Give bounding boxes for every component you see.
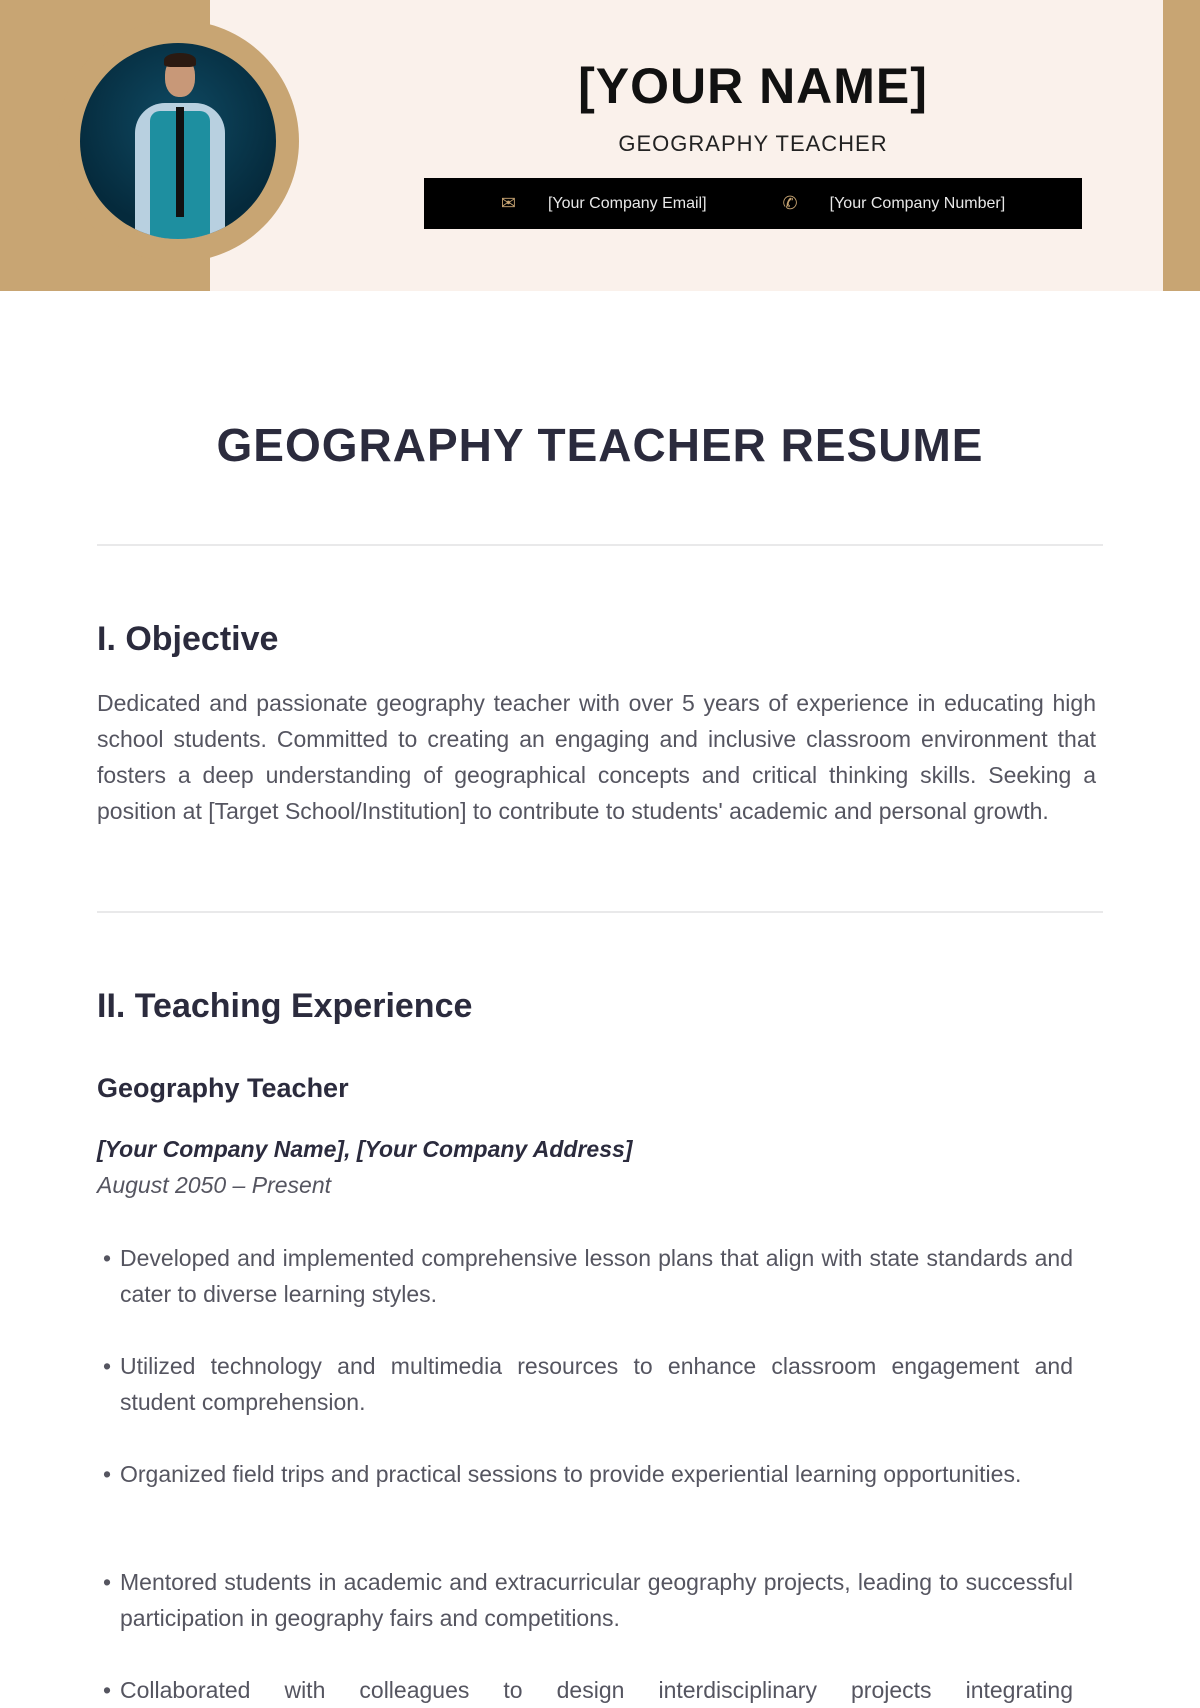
job-company: [Your Company Name], [Your Company Address] xyxy=(97,1136,633,1162)
objective-text: Dedicated and passionate geography teacher with over 5 years of experience in educating high school students. Committed to creating an engaging and inclusive classroom environment that fosters a deep understanding of geographical concepts and critical thinking skills. Seeking a position at [Target School/Institution] to contribute to students' academic and personal growth. xyxy=(97,690,1096,824)
resume-header xyxy=(0,0,1200,291)
job-title: Geography Teacher xyxy=(97,1073,349,1103)
contact-phone: [Your Company Number] xyxy=(829,194,1006,212)
envelope-icon: ✉ xyxy=(500,193,516,213)
contact-bar xyxy=(424,178,1082,229)
list-item: • Developed and implemented comprehensive lesson plans that align with state standards and cater to diverse learning styles. xyxy=(103,1245,1073,1307)
list-item: • Utilized technology and multimedia resources to enhance classroom engagement and student comprehension. xyxy=(103,1353,1073,1415)
bullet-text: Collaborated with colleagues to design interdisciplinary projects integrating xyxy=(120,1677,1073,1703)
list-item: • Mentored students in academic and extracurricular geography projects, leading to successful participation in geography fairs and competitions. xyxy=(103,1569,1073,1631)
list-item: • Organized field trips and practical sessions to provide experiential learning opportunities. xyxy=(103,1461,1022,1487)
contact-email: [Your Company Email] xyxy=(547,194,707,212)
phone-icon: ✆ xyxy=(782,193,798,213)
list-item: • Collaborated with colleagues to design interdisciplinary projects integrating xyxy=(103,1677,1073,1703)
experience-heading: II. Teaching Experience xyxy=(97,987,473,1025)
bullet-text: Mentored students in academic and extracurricular geography projects, leading to successful participation in geography fairs and competitions. xyxy=(120,1569,1073,1631)
profile-photo xyxy=(80,43,276,239)
accent-bar-right xyxy=(1163,0,1200,291)
bullet-text: Utilized technology and multimedia resources to enhance classroom engagement and student comprehension. xyxy=(120,1353,1073,1415)
candidate-role: GEOGRAPHY TEACHER xyxy=(618,131,888,156)
job-dates: August 2050 – Present xyxy=(97,1172,331,1198)
divider xyxy=(97,544,1103,546)
objective-heading: I. Objective xyxy=(97,620,279,658)
bullet-text: Developed and implemented comprehensive lesson plans that align with state standards and cater to diverse learning styles. xyxy=(120,1245,1073,1307)
bullet-text: Organized field trips and practical sessions to provide experiential learning opportunities. xyxy=(120,1461,1022,1487)
divider xyxy=(97,911,1103,913)
document-title: GEOGRAPHY TEACHER RESUME xyxy=(216,419,984,471)
candidate-name: [YOUR NAME] xyxy=(578,58,928,114)
